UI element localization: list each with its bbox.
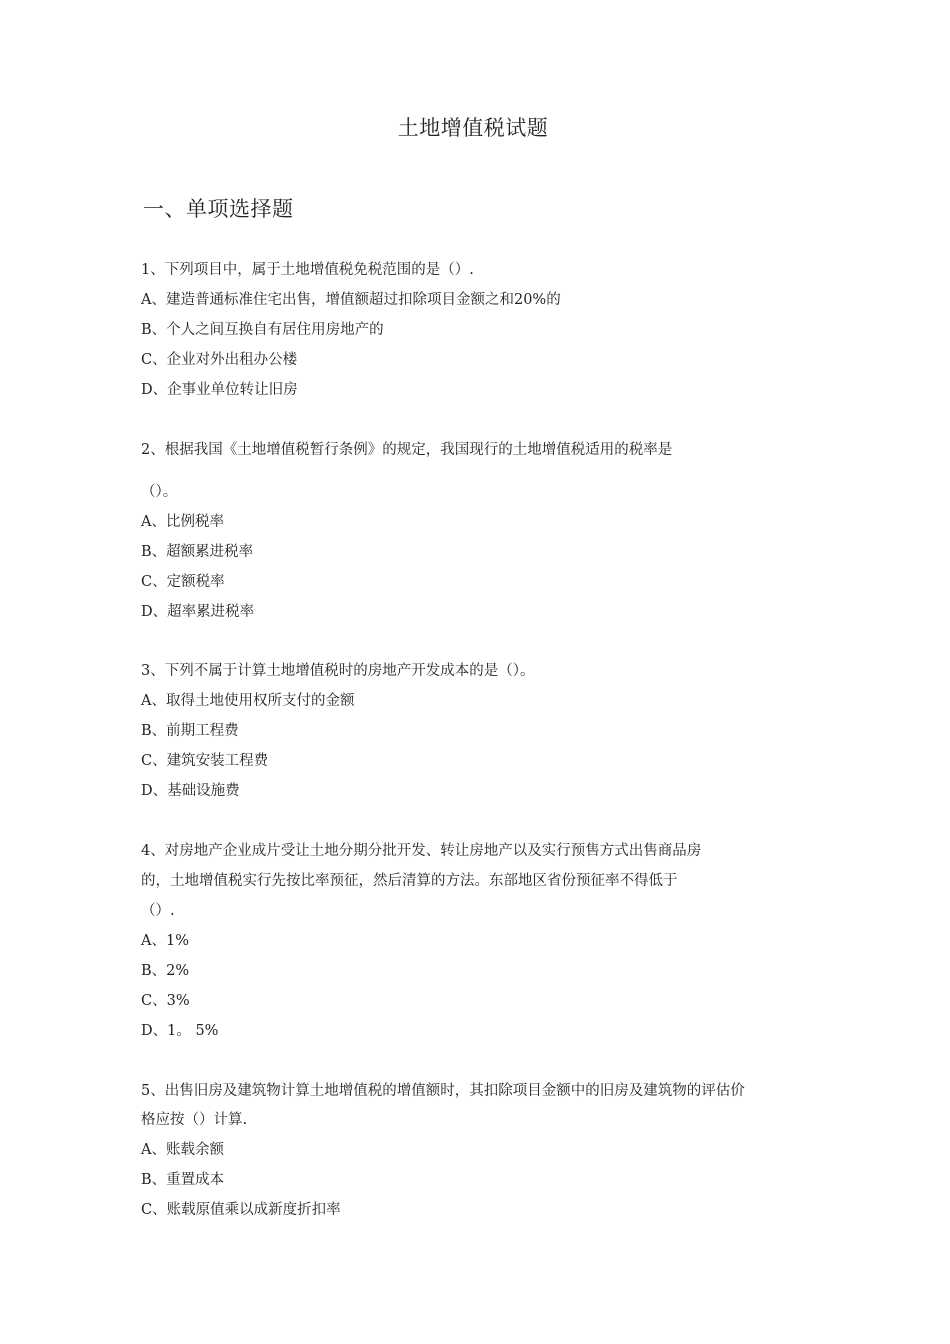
section-heading: 一、单项选择题	[143, 197, 294, 221]
option-c: C、建筑安装工程费	[141, 753, 269, 769]
option-a: A、1%	[141, 933, 189, 949]
option-a: A、比例税率	[141, 514, 224, 530]
option-c: C、3%	[141, 993, 190, 1009]
option-c: C、定额税率	[141, 574, 225, 590]
question-stem: 2、根据我国《土地增值税暂行条例》的规定，我国现行的土地增值税适用的税率是	[141, 442, 673, 458]
question-stem: 4、对房地产企业成片受让土地分期分批开发、转让房地产以及实行预售方式出售商品房	[141, 843, 702, 859]
question-stem: 3、下列不属于计算土地增值税时的房地产开发成本的是（）。	[141, 663, 535, 679]
option-b: B、超额累进税率	[141, 544, 254, 560]
option-c: C、企业对外出租办公楼	[141, 352, 298, 368]
option-d: D、基础设施费	[141, 783, 240, 799]
document-title: 土地增值税试题	[397, 116, 549, 140]
question-stem-continued: （）。	[141, 484, 178, 500]
question-stem-continued: 格应按（）计算.	[141, 1112, 248, 1128]
option-d: D、1。 5%	[141, 1023, 219, 1039]
question-stem: 5、出售旧房及建筑物计算土地增值税的增值额时，其扣除项目金额中的旧房及建筑物的评估价	[141, 1083, 745, 1099]
option-b: B、个人之间互换自有居住用房地产的	[141, 322, 384, 338]
option-b: B、2%	[141, 963, 190, 979]
question-stem-continued: 的，土地增值税实行先按比率预征，然后清算的方法。东部地区省份预征率不得低于	[141, 873, 678, 889]
question-stem: 1、下列项目中，属于土地增值税免税范围的是（）.	[141, 262, 474, 278]
option-a: A、建造普通标准住宅出售，增值额超过扣除项目金额之和20%的	[141, 292, 561, 308]
option-a: A、取得土地使用权所支付的金额	[141, 693, 355, 709]
option-d: D、超率累进税率	[141, 604, 255, 620]
option-b: B、重置成本	[141, 1172, 225, 1188]
option-c: C、账载原值乘以成新度折扣率	[141, 1202, 341, 1218]
option-a: A、账载余额	[141, 1142, 224, 1158]
question-stem-continued: （）.	[141, 903, 175, 919]
option-b: B、前期工程费	[141, 723, 239, 739]
option-d: D、企事业单位转让旧房	[141, 382, 298, 398]
